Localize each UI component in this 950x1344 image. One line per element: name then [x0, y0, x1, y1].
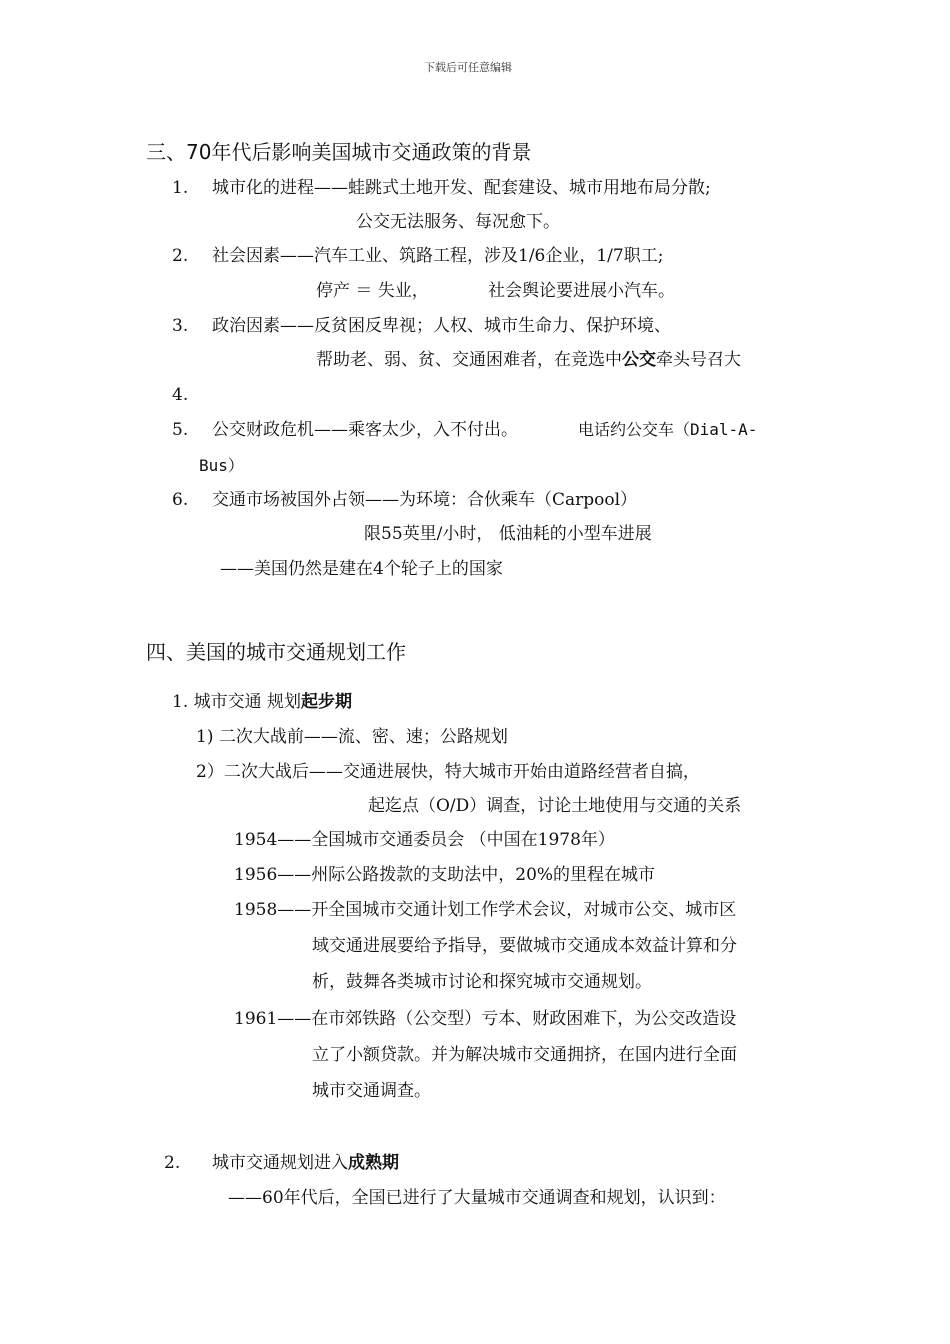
item-4-number: 4. [172, 385, 189, 405]
part-2-number: 2. [164, 1153, 181, 1173]
event-1958-line-1: 1958——开全国城市交通计划工作学术会议，对城市公交、城市区 [234, 900, 737, 920]
page-header: 下载后可任意编辑 [424, 61, 512, 74]
event-1961-line-2: 立了小额贷款。并为解决城市交通拥挤，在国内进行全面 [312, 1045, 737, 1065]
item-5-text-b: 电话约公交车（Dial-A- [578, 420, 758, 439]
part-2-heading-text: 城市交通规划进入 [212, 1153, 348, 1173]
item-6-continuation: 限55英里/小时， 低油耗的小型车进展 [364, 524, 652, 544]
item-1-number: 1. [172, 178, 189, 198]
item-3-bold-text: 公交 [622, 350, 656, 370]
event-1956: 1956——州际公路拨款的支助法中，20%的里程在城市 [234, 865, 656, 885]
item-2-number: 2. [172, 246, 189, 266]
item-3-continuation [316, 349, 741, 371]
part-2-heading-bold: 成熟期 [348, 1153, 399, 1173]
event-1954: 1954——全国城市交通委员会 （中国在1978年） [234, 830, 615, 850]
item-3-continuation-b: 牵头号召大 [656, 350, 741, 370]
item-6-text: 交通市场被国外占领——为环境：合伙乘车（Carpool） [212, 490, 638, 510]
event-1958-line-3: 析，鼓舞各类城市讨论和探究城市交通规划。 [312, 972, 652, 992]
event-1961-line-3: 城市交通调查。 [312, 1081, 431, 1101]
part-2-text: ——60年代后，全国已进行了大量城市交通调查和规划，认识到： [228, 1188, 726, 1208]
item-1-text: 城市化的进程——蛙跳式土地开发、配套建设、城市用地布局分散; [212, 178, 711, 198]
item-3-number: 3. [172, 316, 189, 336]
part-1-sub-2: 2）二次大战后——交通进展快，特大城市开始由道路经营者自搞， [196, 762, 700, 782]
item-5-number: 5. [172, 420, 189, 440]
item-3-continuation-a: 帮助老、弱、贫、交通困难者，在竞选中 [316, 350, 622, 370]
part-1-heading [172, 691, 352, 713]
item-5-continuation: Bus） [199, 456, 244, 475]
item-2-text: 社会因素——汽车工业、筑路工程，涉及1/6企业，1/7职工; [212, 246, 664, 266]
section-3-summary: ——美国仍然是建在4个轮子上的国家 [220, 559, 503, 579]
item-6-number: 6. [172, 490, 189, 510]
section-4-title: 四、美国的城市交通规划工作 [146, 640, 406, 664]
part-1-sub-2-continuation: 起迄点（O/D）调查，讨论土地使用与交通的关系 [368, 796, 742, 816]
item-2-continuation-b: 社会舆论要进展小汽车。 [488, 281, 675, 301]
item-3-text: 政治因素——反贫困反卑视；人权、城市生命力、保护环境、 [212, 316, 671, 336]
item-5-text: 公交财政危机——乘客太少，入不付出。 [212, 420, 518, 440]
event-1958-line-2: 域交通进展要给予指导，要做城市交通成本效益计算和分 [312, 936, 737, 956]
part-1-sub-1: 1) 二次大战前——流、密、速；公路规划 [196, 727, 508, 747]
part-1-heading-text: 1. 城市交通 规划 [172, 692, 302, 712]
part-1-heading-bold: 起步期 [301, 692, 353, 712]
section-3-title: 三、70年代后影响美国城市交通政策的背景 [146, 140, 532, 164]
item-2-continuation-a: 停产 ＝ 失业， [316, 281, 429, 301]
item-1-continuation: 公交无法服务、每况愈下。 [356, 212, 560, 232]
part-2-heading [212, 1152, 399, 1174]
event-1961-line-1: 1961——在市郊铁路（公交型）亏本、财政困难下，为公交改造设 [234, 1009, 737, 1029]
